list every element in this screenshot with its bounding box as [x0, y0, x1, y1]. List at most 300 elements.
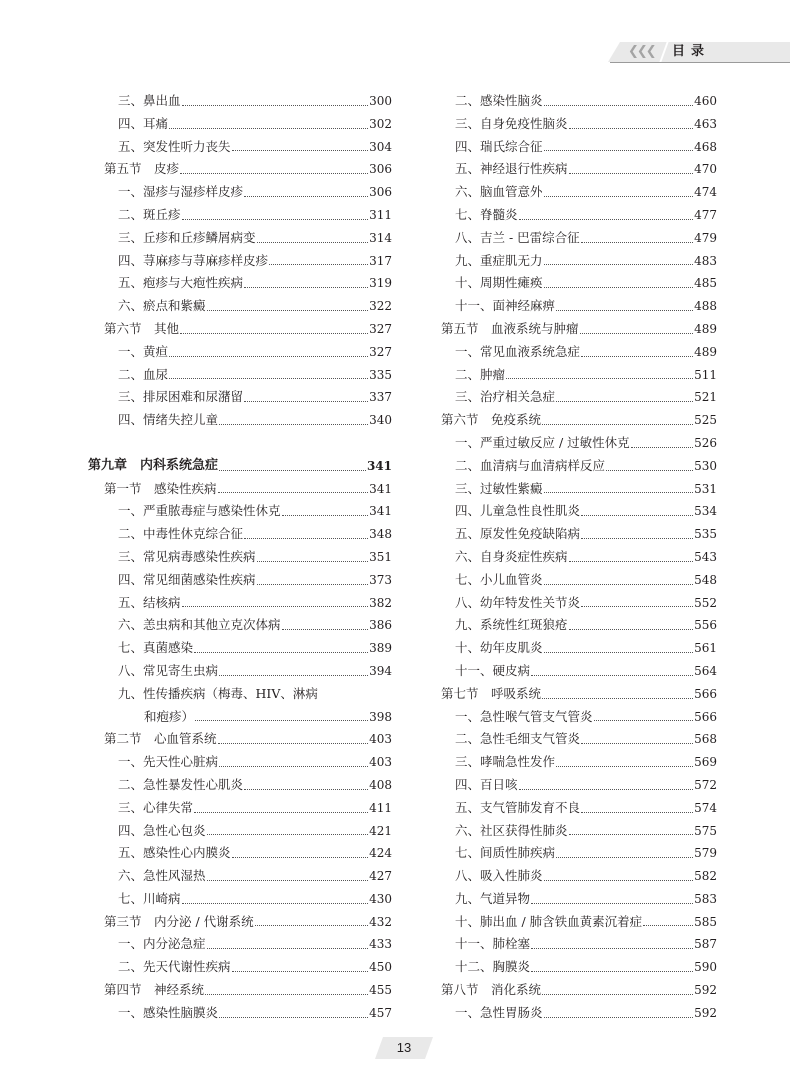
toc-entry[interactable] [425, 295, 717, 318]
toc-section[interactable] [425, 683, 717, 706]
dot-leader [218, 742, 369, 744]
toc-entry-label: 六、急性风湿热 [118, 868, 206, 884]
toc-page-number: 474 [694, 185, 717, 200]
dot-leader [180, 332, 368, 334]
dot-leader [580, 332, 694, 334]
toc-page-number: 483 [694, 253, 717, 268]
toc-entry[interactable] [88, 341, 392, 364]
toc-entry-label: 三、排尿困难和尿潴留 [118, 389, 244, 405]
toc-page-number: 389 [369, 641, 392, 656]
toc-entry[interactable] [88, 295, 392, 318]
dot-leader [531, 902, 693, 904]
dot-leader [519, 788, 694, 790]
toc-entry-label: 四、儿童急性良性肌炎 [455, 503, 581, 519]
toc-page-number: 489 [694, 344, 717, 359]
toc-section[interactable] [88, 318, 392, 341]
toc-entry[interactable] [425, 181, 717, 204]
toc-entry[interactable] [88, 386, 392, 409]
dot-leader [506, 377, 693, 379]
toc-entry[interactable] [425, 1002, 717, 1025]
toc-entry[interactable] [88, 272, 392, 295]
toc-page-number: 470 [694, 162, 717, 177]
toc-page-number: 424 [369, 846, 392, 861]
toc-entry-label: 一、急性喉气管支气管炎 [455, 708, 593, 724]
toc-entry[interactable] [88, 136, 392, 159]
toc-entry[interactable] [425, 865, 717, 888]
toc-entry-label: 七、间质性肺疾病 [455, 845, 556, 861]
toc-page-number: 337 [369, 390, 392, 405]
toc-page-number: 341 [369, 481, 392, 496]
toc-entry[interactable] [425, 842, 717, 865]
toc-entry[interactable] [88, 797, 392, 820]
toc-entry-label: 五、支气管肺发育不良 [455, 799, 581, 815]
toc-chapter-label: 第九章 内科系统急症 [88, 457, 219, 473]
toc-entry[interactable] [88, 820, 392, 843]
toc-entry-label: 五、结核病 [118, 594, 181, 610]
toc-entry-label: 二、斑丘疹 [118, 206, 181, 222]
dot-leader [244, 286, 368, 288]
toc-entry-label: 三、自身免疫性脑炎 [455, 115, 568, 131]
toc-section[interactable] [425, 409, 717, 432]
toc-entry[interactable] [425, 614, 717, 637]
toc-page-number: 590 [694, 960, 717, 975]
toc-entry[interactable] [88, 204, 392, 227]
dot-leader [531, 970, 693, 972]
toc-chapter[interactable] [88, 455, 392, 478]
toc-section-label: 第四节 神经系统 [104, 982, 205, 998]
toc-entry[interactable] [88, 227, 392, 250]
dot-leader [195, 719, 368, 721]
toc-entry-label: 四、急性心包炎 [118, 822, 206, 838]
toc-entry[interactable] [425, 637, 717, 660]
toc-entry-label: 一、湿疹与湿疹样皮疹 [118, 184, 244, 200]
toc-page-number: 403 [369, 755, 392, 770]
toc-entry[interactable] [88, 956, 392, 979]
toc-page-number: 341 [369, 504, 392, 519]
dot-leader [544, 104, 694, 106]
dot-leader [531, 947, 693, 949]
toc-page-number: 582 [694, 869, 717, 884]
toc-page-number: 575 [694, 823, 717, 838]
toc-entry[interactable] [425, 227, 717, 250]
toc-entry-label: 二、血清病与血清病样反应 [455, 457, 606, 473]
toc-entry-label: 十、肺出血 / 肺含铁血黄素沉着症 [455, 913, 643, 929]
dot-leader [581, 605, 693, 607]
toc-entry[interactable] [425, 341, 717, 364]
toc-entry[interactable] [88, 113, 392, 136]
dot-leader [581, 811, 693, 813]
toc-section-label: 第一节 感染性疾病 [104, 480, 217, 496]
toc-entry-label: 八、吉兰 - 巴雷综合征 [455, 229, 580, 245]
toc-page-number: 488 [694, 299, 717, 314]
toc-entry[interactable] [425, 432, 717, 455]
toc-entry[interactable] [88, 500, 392, 523]
dot-leader [581, 355, 693, 357]
toc-page-number: 564 [694, 663, 717, 678]
toc-entry-label: 六、脑血管意外 [455, 184, 543, 200]
toc-entry-label: 一、感染性脑膜炎 [118, 1004, 219, 1020]
toc-entry-label: 六、自身炎症性疾病 [455, 548, 568, 564]
toc-entry-label: 六、社区获得性肺炎 [455, 822, 568, 838]
toc-entry[interactable] [425, 888, 717, 911]
dot-leader [244, 400, 368, 402]
dot-leader [219, 1016, 368, 1018]
dot-leader [544, 263, 694, 265]
dot-leader [182, 605, 369, 607]
dot-leader [544, 149, 694, 151]
toc-section-label: 第五节 血液系统与肿瘤 [441, 320, 579, 336]
toc-page-number: 300 [369, 94, 392, 108]
toc-entry[interactable] [88, 409, 392, 432]
dot-leader [542, 423, 693, 425]
dot-leader [282, 514, 369, 516]
running-header-title: 目录 [672, 44, 711, 59]
toc-page-number: 535 [694, 527, 717, 542]
toc-spacer [88, 432, 392, 455]
dot-leader [594, 719, 694, 721]
toc-page-number: 534 [694, 504, 717, 519]
toc-entry-label: 四、耳痛 [118, 115, 169, 131]
toc-entry-label: 八、幼年特发性关节炎 [455, 594, 581, 610]
toc-page-number: 583 [694, 891, 717, 906]
dot-leader [643, 924, 693, 926]
toc-entry-label: 二、肿瘤 [455, 366, 506, 382]
toc-entry-label: 八、吸入性肺炎 [455, 868, 543, 884]
toc-entry-label: 四、情绪失控儿童 [118, 412, 219, 428]
toc-page-number: 341 [366, 458, 392, 473]
dot-leader [169, 127, 368, 129]
toc-entry-label: 二、血尿 [118, 366, 169, 382]
toc-entry-label: 四、常见细菌感染性疾病 [118, 571, 256, 587]
toc-page-number: 317 [369, 253, 392, 268]
toc-page-number: 432 [369, 914, 392, 929]
toc-entry-label: 一、内分泌急症 [118, 936, 206, 952]
dot-leader [255, 924, 368, 926]
toc-entry[interactable] [88, 592, 392, 615]
dot-leader [556, 856, 693, 858]
dot-leader [257, 560, 369, 562]
toc-page-number: 327 [369, 321, 392, 336]
toc-page-number: 403 [369, 732, 392, 747]
dot-leader [219, 469, 366, 471]
page-number: 13 [396, 1040, 412, 1055]
toc-entry-label: 一、严重脓毒症与感染性休克 [118, 503, 281, 519]
dot-leader [556, 765, 693, 767]
toc-entry[interactable] [88, 660, 392, 683]
toc-page-number: 319 [369, 276, 392, 291]
dot-leader [544, 286, 694, 288]
dot-leader [569, 127, 694, 129]
toc-page-number: 455 [369, 983, 392, 998]
toc-page-number: 314 [369, 230, 392, 245]
toc-entry-label: 六、恙虫病和其他立克次体病 [118, 617, 281, 633]
toc-page-number: 306 [369, 185, 392, 200]
toc-section[interactable] [425, 979, 717, 1002]
toc-entry[interactable] [88, 614, 392, 637]
toc-entry[interactable] [88, 751, 392, 774]
toc-entry[interactable] [425, 797, 717, 820]
toc-page-number: 373 [369, 572, 392, 587]
dot-leader [244, 195, 368, 197]
toc-page-number: 327 [369, 344, 392, 359]
toc-entry-label: 一、严重过敏反应 / 过敏性休克 [455, 434, 630, 450]
dot-leader [207, 947, 369, 949]
toc-entry[interactable] [88, 250, 392, 273]
toc-page-number: 531 [694, 481, 717, 496]
toc-section[interactable] [88, 728, 392, 751]
toc-entry[interactable] [88, 523, 392, 546]
toc-entry[interactable] [425, 933, 717, 956]
header-rule [610, 62, 790, 63]
toc-entry-label: 一、急性胃肠炎 [455, 1004, 543, 1020]
toc-section[interactable] [88, 478, 392, 501]
toc-page-number: 311 [369, 207, 392, 222]
toc-entry-label: 二、中毒性休克综合征 [118, 526, 244, 542]
dot-leader [542, 993, 693, 995]
dot-leader [581, 742, 693, 744]
toc-entry[interactable] [425, 751, 717, 774]
toc-section-label: 第三节 内分泌 / 代谢系统 [104, 913, 254, 929]
toc-entry[interactable] [88, 364, 392, 387]
dot-leader [581, 514, 693, 516]
toc-page-number: 543 [694, 549, 717, 564]
toc-entry-label: 五、疱疹与大疱性疾病 [118, 275, 244, 291]
toc-page-number: 572 [694, 777, 717, 792]
toc-entry[interactable] [88, 842, 392, 865]
toc-entry[interactable] [425, 250, 717, 273]
toc-page-number: 421 [369, 823, 392, 838]
toc-entry-label: 二、急性暴发性心肌炎 [118, 776, 244, 792]
dot-leader [269, 263, 368, 265]
page-number-badge [375, 1037, 433, 1059]
toc-page-number: 561 [694, 641, 717, 656]
toc-entry[interactable] [425, 113, 717, 136]
toc-entry[interactable] [425, 546, 717, 569]
dot-leader [218, 491, 369, 493]
toc-section[interactable] [88, 911, 392, 934]
toc-page-number: 585 [694, 914, 717, 929]
toc-entry[interactable] [425, 136, 717, 159]
toc-entry[interactable] [88, 546, 392, 569]
toc-entry-label: 三、鼻出血 [118, 93, 181, 108]
toc-entry-label: 三、过敏性紫癜 [455, 480, 543, 496]
toc-page-number: 450 [369, 960, 392, 975]
toc-entry-label: 十、幼年皮肌炎 [455, 640, 543, 656]
toc-page-number: 592 [694, 983, 717, 998]
toc-page-number: 427 [369, 869, 392, 884]
toc-entry-label: 三、哮喘急性发作 [455, 754, 556, 770]
dot-leader [232, 149, 369, 151]
toc-section[interactable] [425, 318, 717, 341]
dot-leader [244, 788, 368, 790]
toc-page-number: 457 [369, 1005, 392, 1020]
toc-entry[interactable] [425, 660, 717, 683]
dot-leader [194, 651, 368, 653]
toc-entry-label: 五、突发性听力丧失 [118, 138, 231, 154]
toc-entry-label: 一、先天性心脏病 [118, 754, 219, 770]
toc-page-number: 579 [694, 846, 717, 861]
toc-page-number: 568 [694, 732, 717, 747]
dot-leader [282, 628, 369, 630]
toc-entry[interactable] [425, 455, 717, 478]
toc-entry-label: 五、原发性免疫缺陷病 [455, 526, 581, 542]
toc-entry-label: 十、周期性瘫痪 [455, 275, 543, 291]
toc-page-number: 511 [694, 367, 717, 382]
toc-page-number: 569 [694, 755, 717, 770]
toc-page-number: 574 [694, 800, 717, 815]
toc-entry[interactable] [425, 500, 717, 523]
toc-entry-label: 一、黄疸 [118, 343, 169, 359]
toc-entry-label: 七、小儿血管炎 [455, 571, 543, 587]
toc-entry[interactable] [88, 1002, 392, 1025]
toc-section[interactable] [88, 979, 392, 1002]
toc-entry[interactable] [88, 706, 392, 729]
toc-page-number: 351 [369, 549, 392, 564]
dot-leader [581, 241, 693, 243]
toc-page-number: 340 [369, 413, 392, 428]
dot-leader [232, 856, 369, 858]
toc-column-left [88, 90, 392, 1025]
toc-entry[interactable] [425, 90, 717, 113]
toc-page-number: 521 [694, 390, 717, 405]
toc-entry[interactable] [88, 774, 392, 797]
toc-section[interactable] [88, 158, 392, 181]
dot-leader [180, 172, 368, 174]
toc-entry-label: 七、真菌感染 [118, 640, 194, 656]
toc-section-label: 第七节 呼吸系统 [441, 685, 542, 701]
toc-page-number: 302 [369, 116, 392, 131]
toc-entry[interactable] [88, 181, 392, 204]
toc-page-number: 566 [694, 686, 717, 701]
dot-leader [569, 833, 694, 835]
toc-entry[interactable] [425, 478, 717, 501]
toc-entry[interactable] [88, 865, 392, 888]
toc-page-number: 485 [694, 276, 717, 291]
toc-entry[interactable] [425, 728, 717, 751]
toc-entry[interactable] [425, 364, 717, 387]
dot-leader [257, 583, 369, 585]
toc-entry-label: 十一、面神经麻痹 [455, 298, 556, 314]
toc-section-label: 第八节 消化系统 [441, 982, 542, 998]
toc-entry[interactable] [88, 637, 392, 660]
dot-leader [257, 241, 369, 243]
toc-entry[interactable] [88, 888, 392, 911]
toc-page-number: 468 [694, 139, 717, 154]
toc-entry-label: 八、常见寄生虫病 [118, 662, 219, 678]
toc-entry-label: 九、重症肌无力 [455, 252, 543, 268]
toc-page-number: 552 [694, 595, 717, 610]
dot-leader [631, 446, 693, 448]
dot-leader [544, 651, 694, 653]
toc-entry[interactable] [425, 774, 717, 797]
toc-entry-label: 七、川崎病 [118, 890, 181, 906]
toc-entry-label: 三、丘疹和丘疹鳞屑病变 [118, 229, 256, 245]
toc-entry[interactable] [425, 386, 717, 409]
toc-entry-label: 三、常见病毒感染性疾病 [118, 548, 256, 564]
toc-page-number: 587 [694, 937, 717, 952]
toc-entry-line[interactable]: 九、性传播疾病（梅毒、HIV、淋病 [118, 685, 318, 701]
dot-leader [531, 674, 693, 676]
dot-leader [542, 697, 693, 699]
dot-leader [205, 993, 368, 995]
toc-entry[interactable] [425, 158, 717, 181]
toc-page-number: 335 [369, 367, 392, 382]
dot-leader [556, 309, 693, 311]
toc-entry[interactable] [88, 569, 392, 592]
toc-section-label: 第六节 其他 [104, 320, 180, 336]
toc-entry[interactable] [425, 523, 717, 546]
toc-page-number: 398 [369, 709, 392, 724]
toc-page-number: 525 [694, 413, 717, 428]
toc-entry[interactable] [425, 569, 717, 592]
dot-leader [182, 218, 369, 220]
dot-leader [207, 879, 369, 881]
dot-leader [219, 423, 368, 425]
dot-leader [606, 469, 693, 471]
toc-column-right [425, 90, 717, 1025]
toc-page-number: 556 [694, 618, 717, 633]
toc-page-number: 306 [369, 162, 392, 177]
dot-leader [569, 560, 694, 562]
dot-leader [519, 218, 694, 220]
toc-page-number: 530 [694, 458, 717, 473]
toc-entry-label: 十二、胸膜炎 [455, 959, 531, 975]
toc-page-number: 322 [369, 299, 392, 314]
toc-section-label: 第六节 免疫系统 [441, 412, 542, 428]
dot-leader [544, 1016, 694, 1018]
toc-entry[interactable] [425, 956, 717, 979]
toc-entry[interactable] [425, 820, 717, 843]
dot-leader [556, 400, 693, 402]
dot-leader [569, 172, 694, 174]
toc-entry-label: 二、感染性脑炎 [455, 93, 543, 108]
dot-leader [182, 104, 369, 106]
dot-leader [194, 811, 368, 813]
toc-entry[interactable] [425, 911, 717, 934]
toc-entry-label: 六、瘀点和紫癜 [118, 298, 206, 314]
toc-page-number: 526 [694, 435, 717, 450]
toc-entry[interactable] [425, 204, 717, 227]
toc-entry-label: 五、神经退行性疾病 [455, 161, 568, 177]
toc-page-number: 463 [694, 116, 717, 131]
toc-entry[interactable] [88, 90, 392, 113]
dot-leader [569, 628, 694, 630]
toc-entry-label: 十一、硬皮病 [455, 662, 531, 678]
dot-leader [169, 355, 368, 357]
toc-entry[interactable] [425, 272, 717, 295]
toc-entry[interactable] [425, 706, 717, 729]
toc-page-number: 566 [694, 709, 717, 724]
dot-leader [207, 309, 369, 311]
toc-entry[interactable] [425, 592, 717, 615]
toc-entry-label: 二、先天代谢性疾病 [118, 959, 231, 975]
toc-page-number: 411 [369, 800, 392, 815]
toc-page-number: 433 [369, 937, 392, 952]
toc-entry-label: 五、感染性心内膜炎 [118, 845, 231, 861]
toc-page-number: 477 [694, 207, 717, 222]
toc-entry-label: 三、心律失常 [118, 799, 194, 815]
chevron-left-icon: ❮❮❮ [628, 44, 655, 59]
toc-page-number: 394 [369, 663, 392, 678]
toc-page-number: 348 [369, 527, 392, 542]
dot-leader [182, 902, 369, 904]
toc-page-number: 304 [369, 139, 392, 154]
toc-entry-label: 九、系统性红斑狼疮 [455, 617, 568, 633]
dot-leader [544, 491, 694, 493]
toc-entry[interactable] [88, 933, 392, 956]
toc-page-number: 489 [694, 321, 717, 336]
dot-leader [244, 537, 368, 539]
